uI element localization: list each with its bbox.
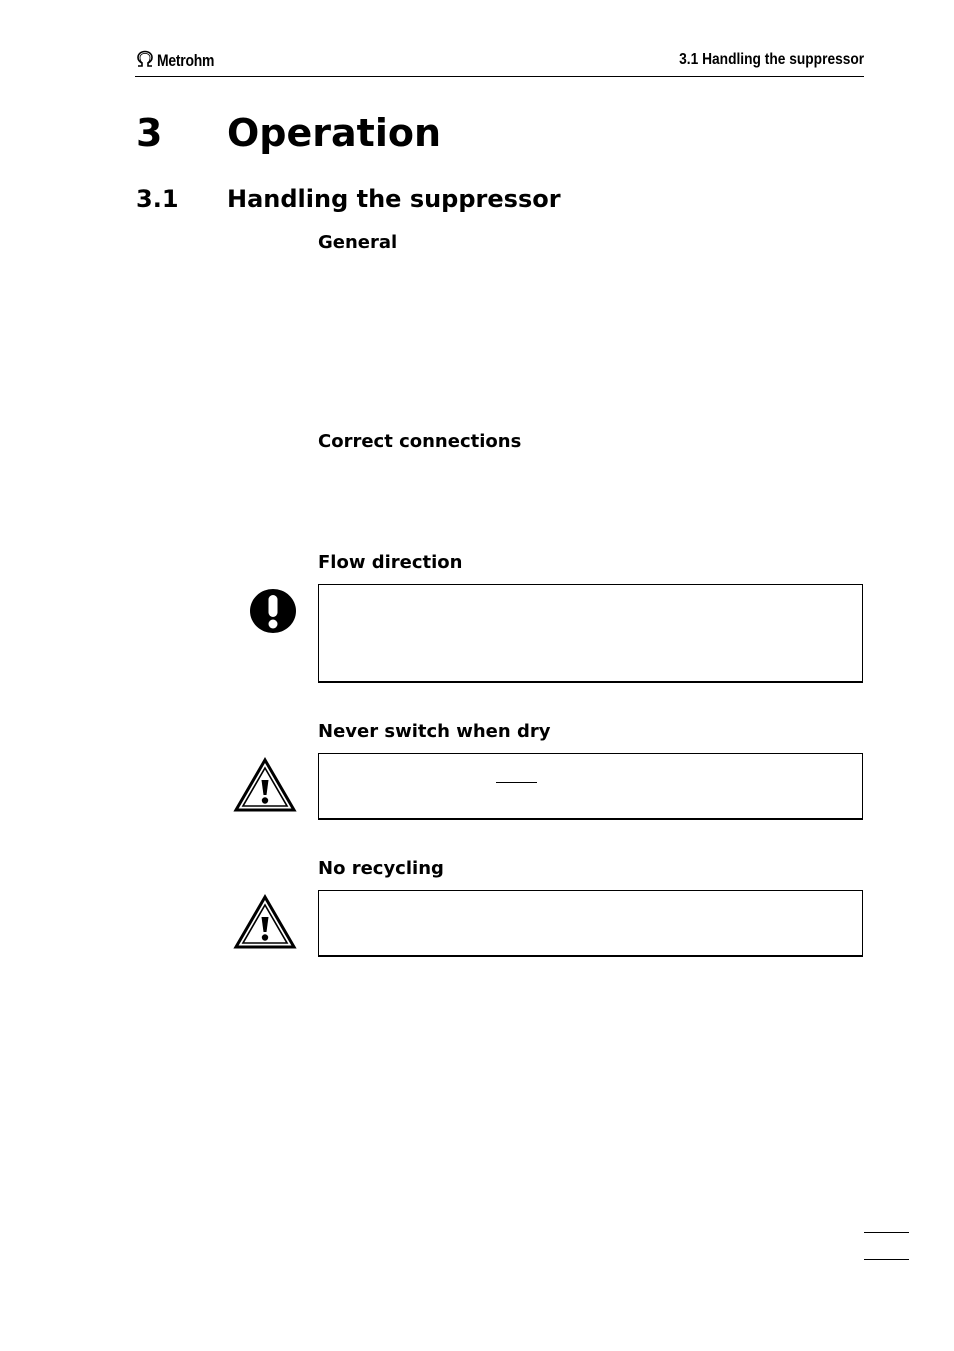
footer-rule-bottom <box>864 1259 909 1260</box>
exclamation-circle-icon <box>250 588 298 638</box>
warning-triangle-icon <box>233 894 297 954</box>
section-title: Handling the suppressor <box>227 185 561 213</box>
chapter-number: 3 <box>136 111 163 155</box>
metrohm-logo <box>135 50 227 72</box>
section-number: 3.1 <box>136 185 179 213</box>
subheading-no-recycling: No recycling <box>318 858 444 879</box>
no-recycling-note-box <box>318 890 863 957</box>
footer-rule-top <box>864 1232 909 1233</box>
underline-emphasis <box>496 782 537 783</box>
chapter-title: Operation <box>227 111 442 155</box>
omega-logo-icon <box>135 50 155 72</box>
warning-triangle-icon <box>233 757 297 817</box>
running-header-title: 3.1 Handling the suppressor <box>678 51 864 68</box>
subheading-never-switch-when-dry: Never switch when dry <box>318 721 551 742</box>
never-switch-dry-note-box <box>318 753 863 820</box>
logo-text: Metrohm <box>157 51 215 70</box>
subheading-flow-direction: Flow direction <box>318 552 463 573</box>
header-divider <box>135 76 864 77</box>
flow-direction-note-box <box>318 584 863 683</box>
subheading-correct-connections: Correct connections <box>318 431 522 452</box>
subheading-general: General <box>318 232 398 253</box>
